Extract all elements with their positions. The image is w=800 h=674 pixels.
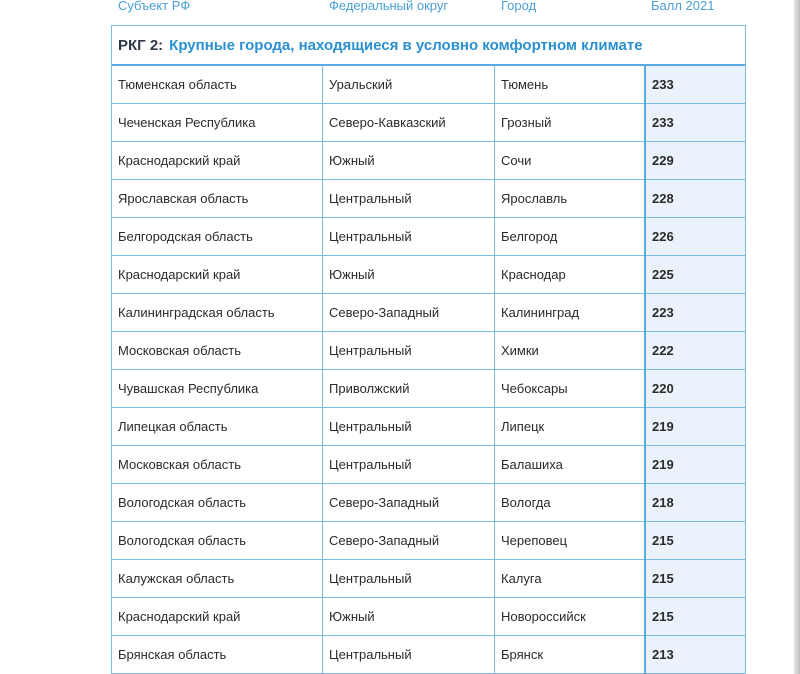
cell-district: Северо-Кавказский bbox=[323, 104, 495, 142]
cell-score: 233 bbox=[645, 104, 745, 142]
ranking-table bbox=[111, 25, 746, 674]
header-subject: Субъект РФ bbox=[118, 0, 191, 13]
cell-city: Сочи bbox=[495, 142, 646, 180]
cell-subject: Вологодская область bbox=[112, 522, 323, 560]
cell-city: Краснодар bbox=[495, 256, 646, 294]
cell-score: 213 bbox=[645, 636, 745, 674]
cell-score: 233 bbox=[645, 66, 745, 104]
table-row bbox=[112, 218, 745, 256]
cell-district: Северо-Западный bbox=[323, 522, 495, 560]
table-row bbox=[112, 294, 745, 332]
cell-subject: Московская область bbox=[112, 332, 323, 370]
cell-city: Химки bbox=[495, 332, 646, 370]
cell-score: 229 bbox=[645, 142, 745, 180]
table-row bbox=[112, 484, 745, 522]
cell-subject: Ярославская область bbox=[112, 180, 323, 218]
table-row bbox=[112, 598, 745, 636]
cell-district: Центральный bbox=[323, 446, 495, 484]
cell-city: Вологда bbox=[495, 484, 646, 522]
table-row bbox=[112, 446, 745, 484]
table-row bbox=[112, 636, 745, 674]
cell-district: Уральский bbox=[323, 66, 495, 104]
cell-score: 219 bbox=[645, 446, 745, 484]
cell-city: Калининград bbox=[495, 294, 646, 332]
cell-score: 225 bbox=[645, 256, 745, 294]
cell-score: 215 bbox=[645, 522, 745, 560]
cell-city: Ярославль bbox=[495, 180, 646, 218]
cell-subject: Краснодарский край bbox=[112, 256, 323, 294]
cell-district: Центральный bbox=[323, 332, 495, 370]
cell-subject: Тюменская область bbox=[112, 66, 323, 104]
window-edge bbox=[794, 0, 800, 674]
cell-district: Приволжский bbox=[323, 370, 495, 408]
cell-score: 218 bbox=[645, 484, 745, 522]
cell-district: Южный bbox=[323, 598, 495, 636]
table-row bbox=[112, 256, 745, 294]
cell-city: Грозный bbox=[495, 104, 646, 142]
table-row bbox=[112, 332, 745, 370]
cell-subject: Чеченская Республика bbox=[112, 104, 323, 142]
cell-score: 215 bbox=[645, 598, 745, 636]
cell-city: Брянск bbox=[495, 636, 646, 674]
cell-subject: Чувашская Республика bbox=[112, 370, 323, 408]
cell-score: 223 bbox=[645, 294, 745, 332]
table-row bbox=[112, 142, 745, 180]
cell-score: 220 bbox=[645, 370, 745, 408]
cell-city: Чебоксары bbox=[495, 370, 646, 408]
table-row bbox=[112, 66, 745, 104]
table-row bbox=[112, 560, 745, 598]
cell-subject: Калужская область bbox=[112, 560, 323, 598]
cell-district: Центральный bbox=[323, 408, 495, 446]
cell-subject: Брянская область bbox=[112, 636, 323, 674]
cell-district: Центральный bbox=[323, 218, 495, 256]
cell-subject: Калининградская область bbox=[112, 294, 323, 332]
cell-score: 222 bbox=[645, 332, 745, 370]
cell-district: Центральный bbox=[323, 180, 495, 218]
cell-district: Северо-Западный bbox=[323, 294, 495, 332]
cell-city: Новороссийск bbox=[495, 598, 646, 636]
cell-city: Липецк bbox=[495, 408, 646, 446]
cell-district: Северо-Западный bbox=[323, 484, 495, 522]
cell-subject: Краснодарский край bbox=[112, 598, 323, 636]
column-headers bbox=[0, 0, 800, 18]
cell-city: Тюмень bbox=[495, 66, 646, 104]
cell-district: Центральный bbox=[323, 560, 495, 598]
header-score: Балл 2021 bbox=[651, 0, 715, 13]
cell-city: Калуга bbox=[495, 560, 646, 598]
header-district: Федеральный округ bbox=[329, 0, 449, 13]
table-row bbox=[112, 370, 745, 408]
cell-score: 219 bbox=[645, 408, 745, 446]
table-title-prefix: РКГ 2: bbox=[118, 36, 164, 54]
cell-city: Череповец bbox=[495, 522, 646, 560]
ranking-table-body bbox=[112, 66, 745, 674]
cell-score: 228 bbox=[645, 180, 745, 218]
table-row bbox=[112, 522, 745, 560]
table-title-text: Крупные города, находящиеся в условно комфортном климате bbox=[169, 36, 643, 54]
cell-city: Балашиха bbox=[495, 446, 646, 484]
header-city: Город bbox=[501, 0, 537, 13]
cell-subject: Липецкая область bbox=[112, 408, 323, 446]
table-row bbox=[112, 104, 745, 142]
cell-subject: Вологодская область bbox=[112, 484, 323, 522]
table-row bbox=[112, 180, 745, 218]
table-row bbox=[112, 408, 745, 446]
cell-district: Центральный bbox=[323, 636, 495, 674]
cell-city: Белгород bbox=[495, 218, 646, 256]
cell-score: 215 bbox=[645, 560, 745, 598]
cell-subject: Московская область bbox=[112, 446, 323, 484]
cell-district: Южный bbox=[323, 256, 495, 294]
cell-subject: Краснодарский край bbox=[112, 142, 323, 180]
table-title bbox=[112, 26, 745, 66]
cell-district: Южный bbox=[323, 142, 495, 180]
cell-subject: Белгородская область bbox=[112, 218, 323, 256]
cell-score: 226 bbox=[645, 218, 745, 256]
